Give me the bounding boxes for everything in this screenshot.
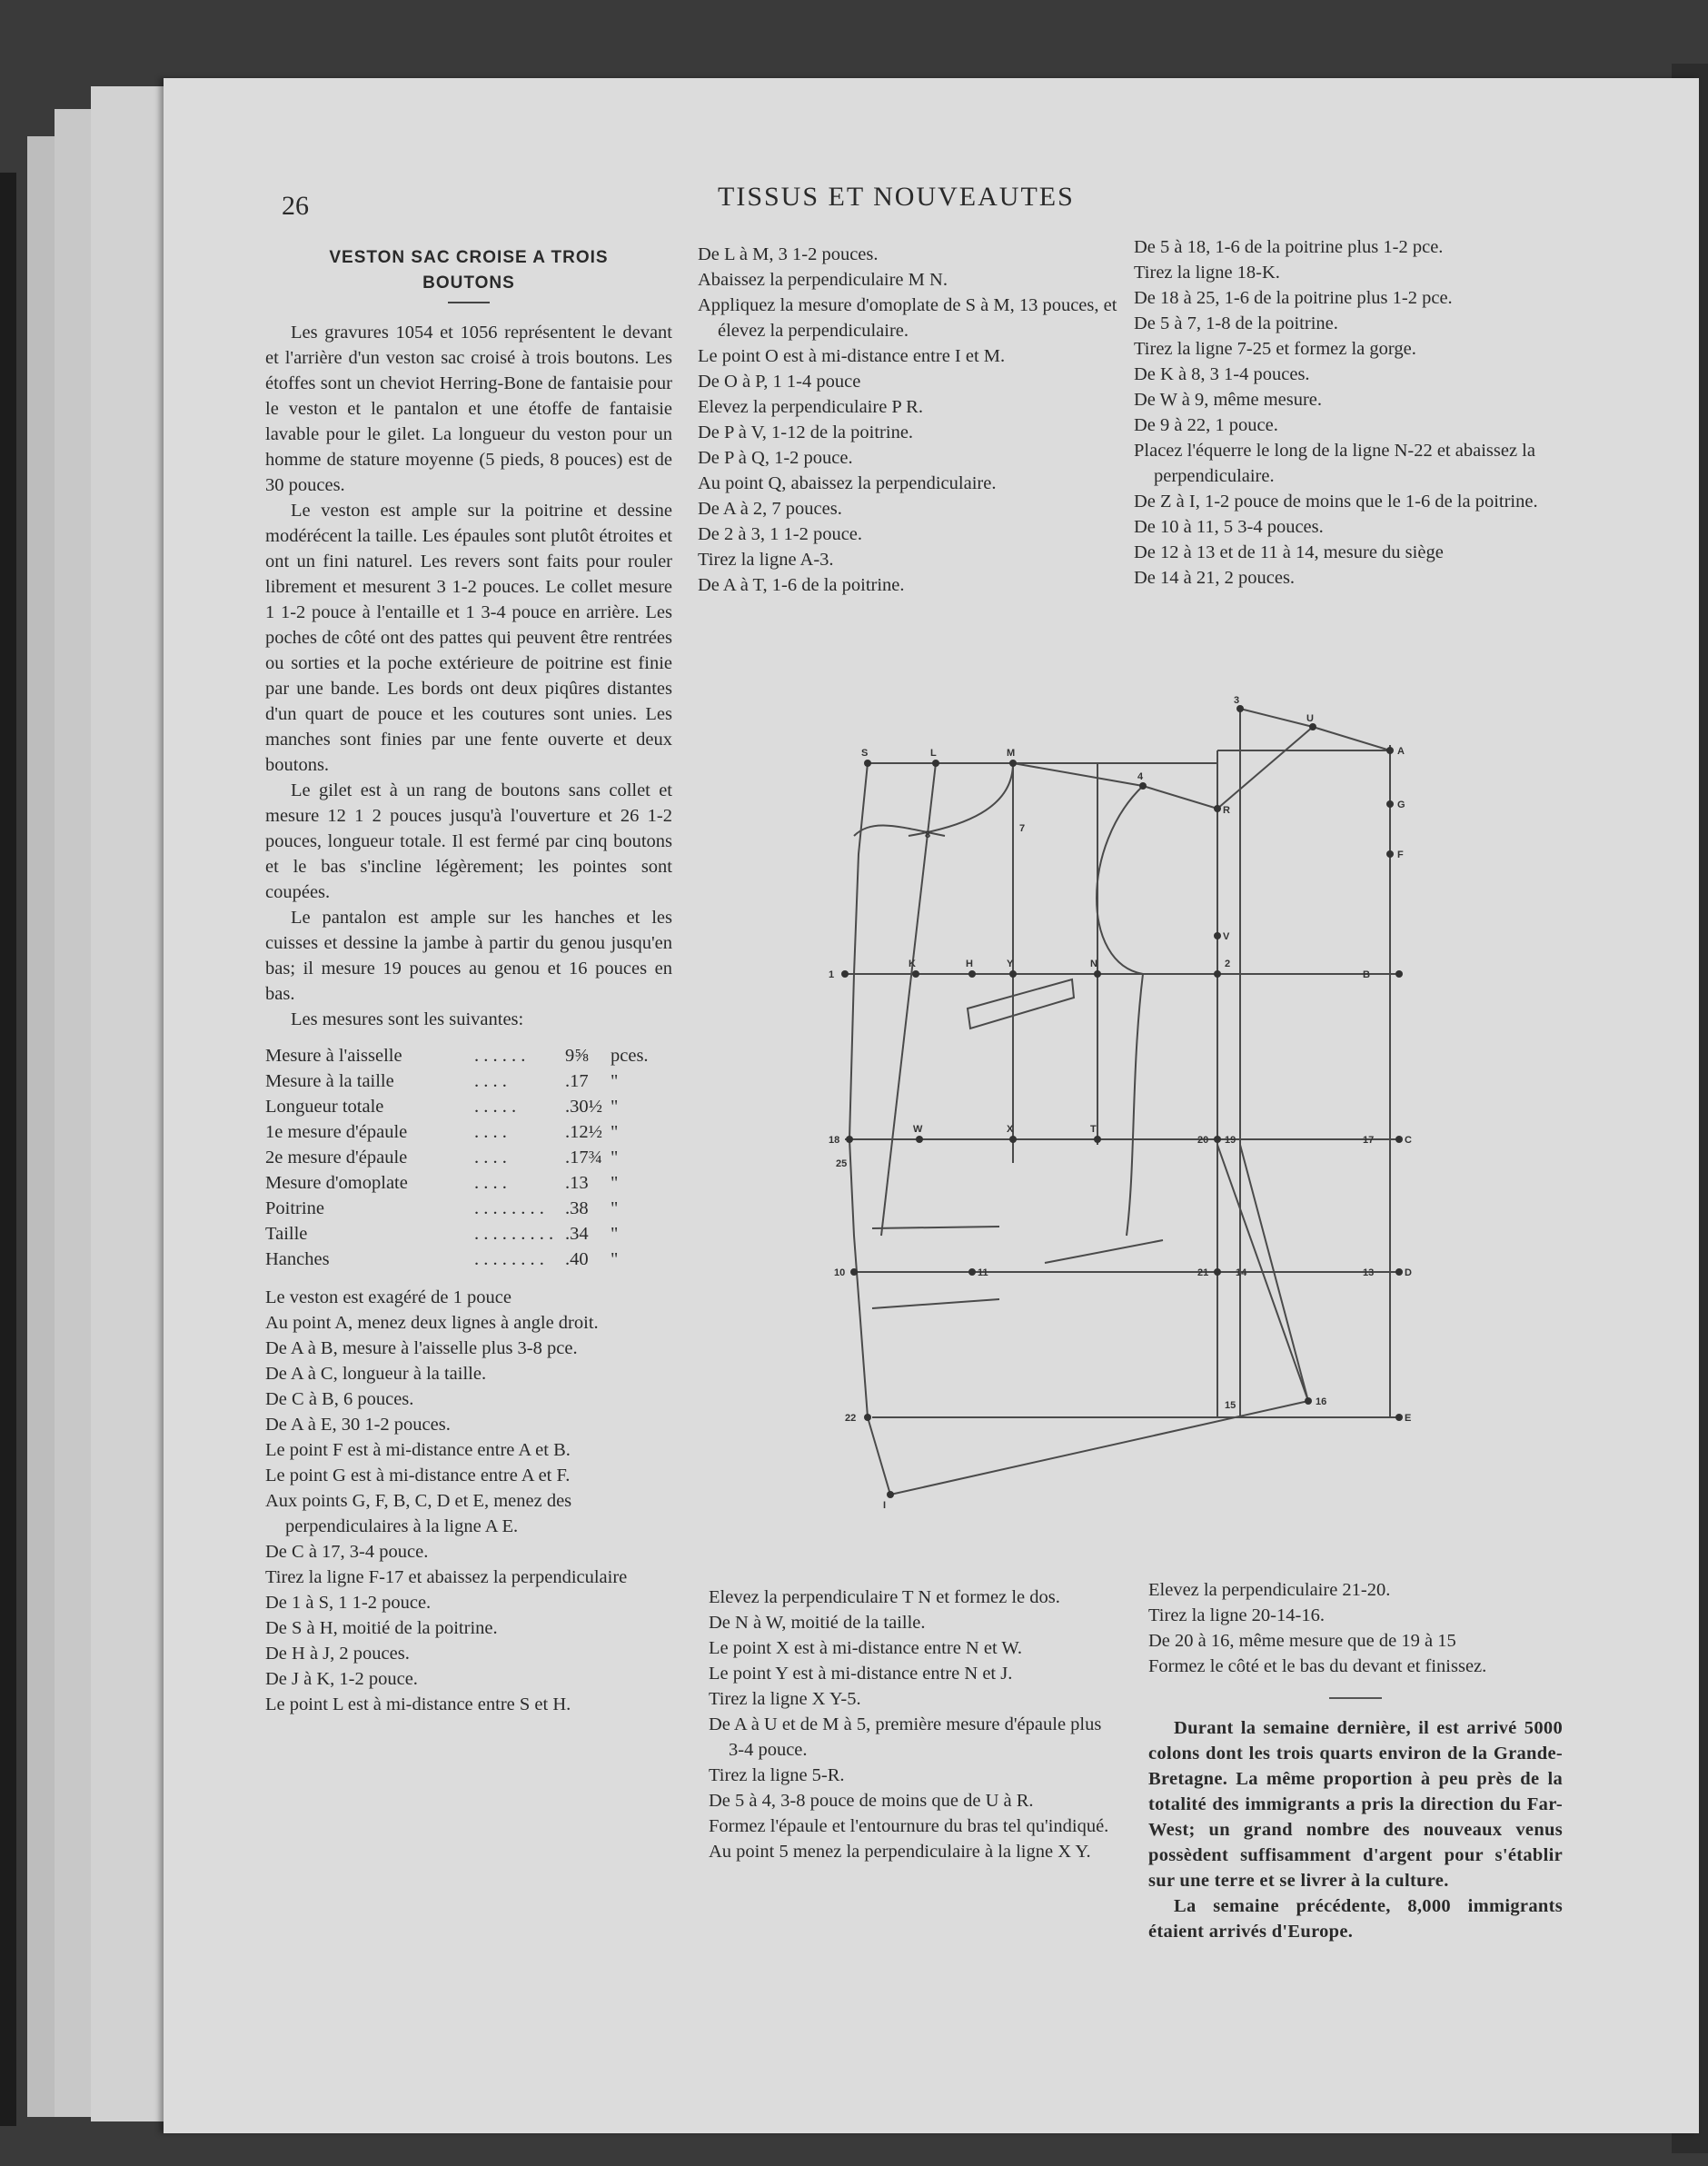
measure-unit: ": [611, 1198, 619, 1218]
diagram-label: R: [1223, 805, 1230, 816]
step-item: Au point Q, abaissez la perpendiculaire.: [698, 473, 997, 493]
step-item: De 10 à 11, 5 3-4 pouces.: [1134, 517, 1324, 537]
measure-label: Taille: [265, 1224, 308, 1244]
diagram-label: V: [1223, 931, 1230, 942]
measures-intro: Les mesures sont les suivantes:: [291, 1009, 524, 1029]
diagram-label: M: [1007, 748, 1016, 759]
step-item: Tirez la ligne X Y-5.: [709, 1689, 861, 1709]
step-item: De L à M, 3 1-2 pouces.: [698, 244, 879, 264]
measure-label: Poitrine: [265, 1198, 324, 1218]
measure-unit: ": [611, 1224, 619, 1244]
diagram-label: 11: [978, 1267, 988, 1278]
collar-top: [1240, 709, 1313, 727]
diagram-label: N: [1090, 959, 1097, 969]
pocket-flap: [968, 979, 1074, 1028]
diagram-label: 25: [836, 1158, 848, 1169]
news-paragraph: Durant la semaine dernière, il est arrivé 5000 colons dont les trois quarts environ de la Grande-Bretagne. La même proportion à peu près de la totalité des immigrants a pris la direction du Far-West; un grand nombre des nouveaux venus possèdent suffisamment d'argent pour s'établir sur une terre et se livrer à la culture.: [1148, 1718, 1563, 1891]
measure-dots: . . . . .: [474, 1097, 517, 1117]
measure-value: .13: [565, 1173, 589, 1193]
neck-line: [1217, 727, 1313, 809]
step-item: Tirez la ligne 7-25 et formez la gorge.: [1134, 339, 1416, 359]
step-item: Le point F est à mi-distance entre A et B.: [265, 1440, 571, 1460]
step-item: De 12 à 13 et de 11 à 14, mesure du siège: [1134, 542, 1444, 562]
step-item: De 5 à 18, 1-6 de la poitrine plus 1-2 pce.: [1134, 237, 1444, 257]
back-neck: [909, 763, 1013, 836]
diagram-label: U: [1306, 713, 1314, 724]
diagram-label: 13: [1363, 1267, 1375, 1278]
measure-row: [265, 1119, 649, 1145]
step-item: De N à W, moitié de la taille.: [709, 1613, 926, 1633]
measure-dots: . . . .: [474, 1122, 507, 1142]
measure-dots: . . . . . . . .: [474, 1198, 544, 1218]
measure-value: 9⅝: [565, 1046, 589, 1066]
step-item: Aux points G, F, B, C, D et E, menez des perpendiculaires à la ligne A E.: [265, 1491, 572, 1536]
diagram-label: 17: [1363, 1135, 1375, 1146]
step-item: De 14 à 21, 2 pouces.: [1134, 568, 1296, 588]
step-item: Placez l'équerre le long de la ligne N-22 et abaissez la perpendiculaire.: [1134, 441, 1535, 486]
column-1: [265, 245, 672, 1717]
measure-unit: ": [611, 1249, 619, 1269]
diagram-label: S: [861, 748, 869, 759]
measure-dots: . . . . . .: [474, 1046, 526, 1066]
step-item: Le point Y est à mi-distance entre N et J.: [709, 1664, 1013, 1684]
diagram-label: 16: [1316, 1396, 1327, 1407]
step-item: De 20 à 16, même mesure que de 19 à 15: [1148, 1631, 1456, 1651]
hip-line: [872, 1227, 999, 1228]
step-item: Au point A, menez deux lignes à angle droit.: [265, 1313, 599, 1333]
measure-unit: ": [611, 1122, 619, 1142]
news-paragraph: La semaine précédente, 8,000 immigrants étaient arrivés d'Europe.: [1148, 1896, 1563, 1942]
section-rule: [1329, 1697, 1382, 1699]
diagram-label: I: [883, 1500, 887, 1508]
measure-row: [265, 1221, 649, 1247]
diagram-label: 19: [1225, 1135, 1236, 1146]
measure-row: [265, 1043, 649, 1068]
step-item: De W à 9, même mesure.: [1134, 390, 1323, 410]
step-item: Tirez la ligne 5-R.: [709, 1765, 845, 1785]
diagram-label: 21: [1197, 1267, 1209, 1278]
diagram-label: G: [1397, 800, 1405, 810]
measure-value: .34: [565, 1224, 589, 1244]
step-item: De A à 2, 7 pouces.: [698, 499, 842, 519]
diagram-label: L: [930, 748, 937, 759]
diagram-label: 8: [925, 830, 931, 840]
diagram-label: H: [966, 959, 973, 969]
step-item: Appliquez la mesure d'omoplate de S à M, 13 pouces, et élevez la perpendiculaire.: [698, 295, 1117, 341]
step-item: Le point G est à mi-distance entre A et F.: [265, 1466, 571, 1485]
measure-value: .12½: [565, 1122, 602, 1142]
diagram-label: 10: [834, 1267, 846, 1278]
veston-pattern-diagram: [818, 691, 1417, 1508]
side-seam: [1127, 974, 1143, 1236]
running-title: TISSUS ET NOUVEAUTES: [718, 182, 1075, 212]
step-item: De A à T, 1-6 de la poitrine.: [698, 575, 905, 595]
diagram-label: 20: [1197, 1135, 1209, 1146]
diagram-label: W: [913, 1124, 923, 1135]
step-item: Au point 5 menez la perpendiculaire à la ligne X Y.: [709, 1842, 1091, 1862]
diagram-label: A: [1397, 746, 1405, 757]
veston-paragraph: Le veston est ample sur la poitrine et dessine modérécent la taille. Les épaules sont plutôt étroites et ont un fini naturel. Les revers sont faits pour rouler librement et mesurent 3 1-2 pouces. Le collet mesure 1 1-2 pouce à l'entaille et 1 3-4 pouce en arrière. Les poches de côté ont des pattes qui peuvent être rentrées ou sorties et la poche extérieure de poitrine est finie par une bande. Les bords ont deux piqûres distantes d'un quart de pouce et les coutures sont unies. Les manches sont finies par une fente ouverte et deux boutons.: [265, 501, 672, 775]
step-item: De P à Q, 1-2 pouce.: [698, 448, 853, 468]
diagram-label: Y: [1007, 959, 1014, 969]
step-item: Elevez la perpendiculaire T N et formez le dos.: [709, 1587, 1060, 1607]
measure-unit: ": [611, 1071, 619, 1091]
measure-row: [265, 1068, 649, 1094]
measure-row: [265, 1145, 649, 1170]
measure-value: .30½: [565, 1097, 602, 1117]
column-2-bottom: [709, 1585, 1117, 1864]
measure-row: [265, 1247, 649, 1272]
step-item: De C à B, 6 pouces.: [265, 1389, 414, 1409]
diagram-label: 7: [1019, 823, 1026, 834]
step-item: Tirez la ligne 20-14-16.: [1148, 1605, 1325, 1625]
armhole-curve: [1097, 786, 1143, 974]
diagram-label: 2: [1225, 959, 1231, 969]
column-3-top: [1134, 234, 1552, 591]
measure-row: [265, 1094, 649, 1119]
diagram-label: E: [1405, 1413, 1412, 1424]
diagram-label: T: [1090, 1124, 1097, 1135]
column-2-top: [698, 242, 1119, 598]
intro-paragraph: Les gravures 1054 et 1056 représentent le devant et l'arrière d'un veston sac croisé à trois boutons. Les étoffes sont un cheviot Herring-Bone de fantaisie pour le veston et le pantalon et une étoffe de fantaisie lavable pour le gilet. La longueur du veston pour un homme de stature moyenne (5 pieds, 8 pouces) est de 30 pouces.: [265, 323, 672, 495]
diagram-label: 18: [829, 1135, 840, 1146]
diagram-label: F: [1397, 850, 1404, 860]
step-item: Elevez la perpendiculaire P R.: [698, 397, 923, 417]
measure-label: Longueur totale: [265, 1097, 384, 1117]
page-number: 26: [282, 191, 309, 221]
step-item: Formez l'épaule et l'entournure du bras tel qu'indiqué.: [709, 1816, 1109, 1836]
diagram-label: 3: [1234, 695, 1240, 706]
step-item: Le point O est à mi-distance entre I et M.: [698, 346, 1006, 366]
measure-value: .17: [565, 1071, 589, 1091]
collar-line: [1313, 727, 1390, 750]
measure-label: 1e mesure d'épaule: [265, 1122, 408, 1142]
book-spine-shadow: [0, 173, 16, 2126]
step-item: Tirez la ligne 18-K.: [1134, 263, 1280, 283]
step-item: De P à V, 1-12 de la poitrine.: [698, 422, 914, 442]
step-item: De A à U et de M à 5, première mesure d'épaule plus 3-4 pouce.: [709, 1714, 1102, 1760]
pantalon-paragraph: Le pantalon est ample sur les hanches et les cuisses et dessine la jambe à partir du genou jusqu'en bas; il mesure 19 pouces au genou et 16 pouces en bas.: [265, 908, 672, 1004]
diagram-label: C: [1405, 1135, 1412, 1146]
step-item: De A à B, mesure à l'aisselle plus 3-8 pce.: [265, 1338, 578, 1358]
measure-unit: ": [611, 1173, 619, 1193]
measure-unit: ": [611, 1097, 619, 1117]
step-item: Abaissez la perpendiculaire M N.: [698, 270, 948, 290]
step-item: Le point X est à mi-distance entre N et W.: [709, 1638, 1022, 1658]
lower-hip-line: [872, 1299, 999, 1308]
measure-dots: . . . .: [474, 1148, 507, 1167]
diagram-label: 1: [829, 969, 835, 980]
measure-dots: . . . . . . . . .: [474, 1224, 554, 1244]
back-outline: [849, 763, 890, 1495]
measure-label: 2e mesure d'épaule: [265, 1148, 408, 1167]
step-item: De A à C, longueur à la taille.: [265, 1364, 487, 1384]
step-item: De C à 17, 3-4 pouce.: [265, 1542, 429, 1562]
step-item: Formez le côté et le bas du devant et finissez.: [1148, 1656, 1487, 1676]
diagram-label: K: [909, 959, 916, 969]
diagram-label: 15: [1225, 1400, 1236, 1411]
diagram-label: 4: [1137, 771, 1144, 782]
measure-row: [265, 1170, 649, 1196]
measure-unit: pces.: [611, 1046, 649, 1066]
title-rule: [448, 302, 490, 303]
gilet-paragraph: Le gilet est à un rang de boutons sans collet et mesure 12 1 2 pouces jusqu'à l'ouverture et 26 1-2 pouces, longueur totale. Il est fermé par cinq boutons et le bas s'incline légèrement; les pointes sont coupées.: [265, 780, 672, 902]
step-item: De 2 à 3, 1 1-2 pouce.: [698, 524, 863, 544]
article-title-line-1: VESTON SAC CROISE A TROIS: [329, 248, 609, 267]
diagram-label: 22: [845, 1413, 857, 1424]
measure-unit: ": [611, 1148, 619, 1167]
hem-curve: [890, 1401, 1308, 1495]
step-item: De Z à I, 1-2 pouce de moins que le 1-6 de la poitrine.: [1134, 492, 1538, 512]
article-title-line-2: BOUTONS: [422, 273, 515, 293]
step-item: De O à P, 1 1-4 pouce: [698, 372, 861, 392]
step-item: Tirez la ligne F-17 et abaissez la perpendiculaire: [265, 1567, 628, 1587]
article-title: [265, 245, 672, 296]
measure-label: Mesure d'omoplate: [265, 1173, 408, 1193]
step-item: Tirez la ligne A-3.: [698, 550, 834, 570]
step-item: De S à H, moitié de la poitrine.: [265, 1618, 498, 1638]
diagram-label: B: [1363, 969, 1370, 980]
measure-label: Mesure à la taille: [265, 1071, 394, 1091]
steps-list-col1: [265, 1285, 672, 1717]
step-item: De 5 à 7, 1-8 de la poitrine.: [1134, 313, 1338, 333]
measure-dots: . . . .: [474, 1173, 507, 1193]
measure-value: .17¾: [565, 1148, 602, 1167]
step-item: De 18 à 25, 1-6 de la poitrine plus 1-2 pce.: [1134, 288, 1453, 308]
measure-value: .40: [565, 1249, 589, 1269]
measure-label: Hanches: [265, 1249, 330, 1269]
step-item: De H à J, 2 pouces.: [265, 1644, 410, 1664]
step-item: De 1 à S, 1 1-2 pouce.: [265, 1593, 432, 1613]
measure-dots: . . . .: [474, 1071, 507, 1091]
measure-dots: . . . . . . . .: [474, 1249, 544, 1269]
step-item: De A à E, 30 1-2 pouces.: [265, 1415, 451, 1435]
step-item: De J à K, 1-2 pouce.: [265, 1669, 418, 1689]
step-item: Le veston est exagéré de 1 pouce: [265, 1287, 511, 1307]
step-item: De K à 8, 3 1-4 pouces.: [1134, 364, 1310, 384]
step-item: Le point L est à mi-distance entre S et H.: [265, 1694, 571, 1714]
diagram-label: X: [1007, 1124, 1014, 1135]
step-item: Elevez la perpendiculaire 21-20.: [1148, 1580, 1391, 1600]
column-3-bottom: [1148, 1577, 1563, 1944]
shoulder-line: [1013, 763, 1143, 786]
measures-table: [265, 1043, 649, 1272]
step-item: De 5 à 4, 3-8 pouce de moins que de U à R.: [709, 1791, 1034, 1811]
measure-row: [265, 1196, 649, 1221]
step-item: De 9 à 22, 1 pouce.: [1134, 415, 1278, 435]
diagram-label: D: [1405, 1267, 1412, 1278]
measure-label: Mesure à l'aisselle: [265, 1046, 402, 1066]
measure-value: .38: [565, 1198, 589, 1218]
front-shoulder: [1143, 786, 1217, 809]
diagram-label: 14: [1236, 1267, 1247, 1278]
side-pocket-line: [1045, 1240, 1163, 1263]
